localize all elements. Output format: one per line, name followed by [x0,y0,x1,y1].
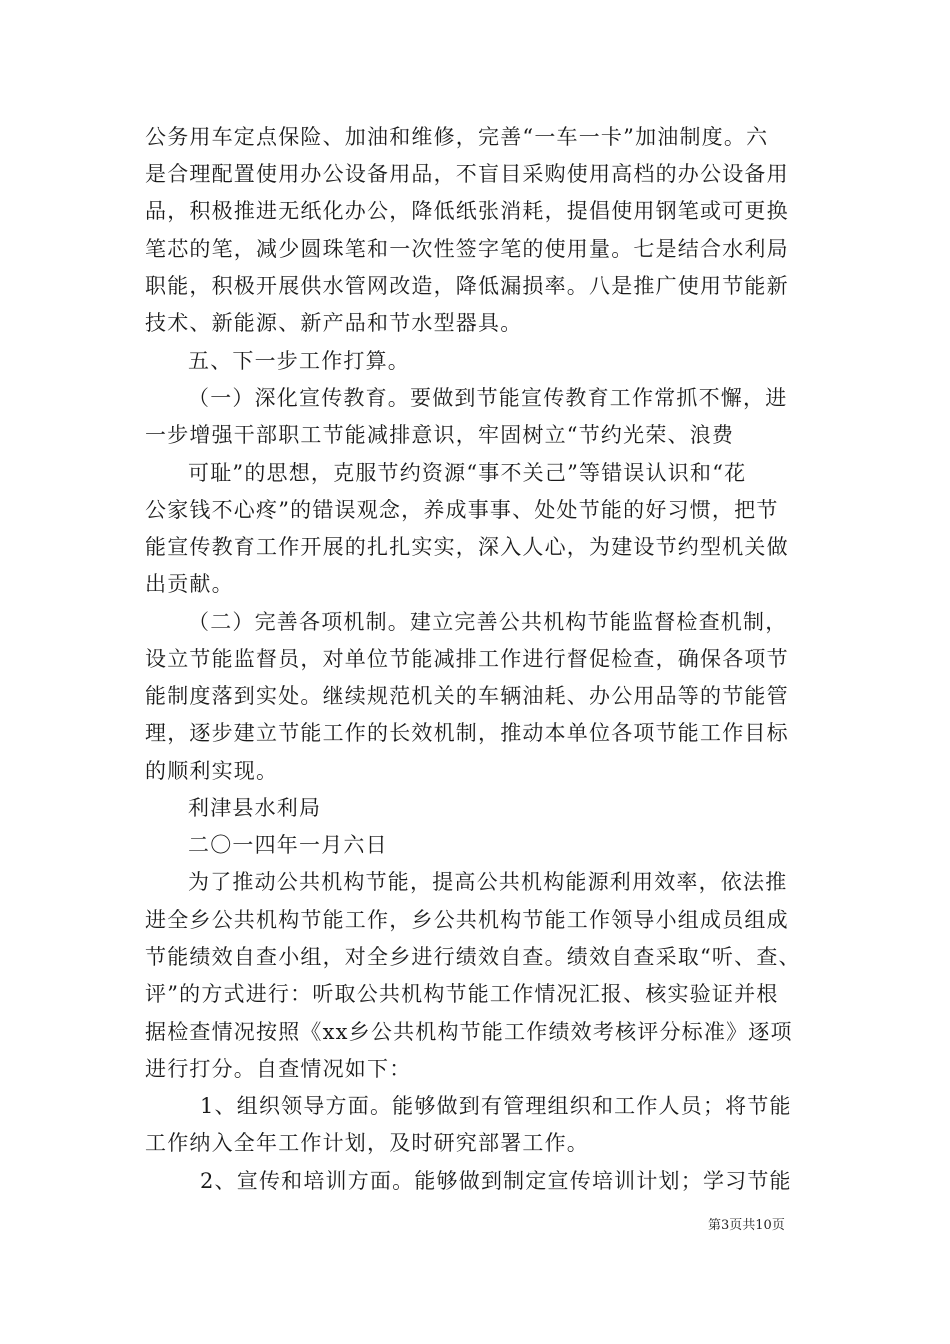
text-line: 公家钱不心疼”的错误观念，养成事事、处处节能的好习惯，把节 [145,498,779,522]
text-line: 设立节能监督员，对单位节能减排工作进行督促检查，确保各项节 [145,647,789,671]
text-line: 为了推动公共机构节能，提高公共机构能源利用效率，依法推 [188,870,788,894]
text-line: 2、宣传和培训方面。能够做到制定宣传培训计划；学习节能 [200,1169,792,1193]
text-line: （一）深化宣传教育。要做到节能宣传教育工作常抓不懈，进 [188,386,788,410]
text-line: 1、组织领导方面。能够做到有管理组织和工作人员；将节能 [200,1094,792,1118]
text-line: 出贡献。 [145,572,234,596]
text-line: 进行打分。自查情况如下： [145,1057,412,1081]
text-line: 一步增强干部职工节能减排意识，牢固树立“节约光荣、浪费 [145,423,735,447]
text-line: 评”的方式进行：听取公共机构节能工作情况汇报、核实验证并根 [145,982,779,1006]
text-line: 可耻”的思想，克服节约资源“事不关己”等错误认识和“花 [188,461,747,485]
signature-organization: 利津县水利局 [188,796,322,820]
text-line: 能制度落到实处。继续规范机关的车辆油耗、办公用品等的节能管 [145,684,789,708]
text-line: 进全乡公共机构节能工作，乡公共机构节能工作领导小组成员组成 [145,908,789,932]
text-line: 职能，积极开展供水管网改造，降低漏损率。八是推广使用节能新 [145,274,789,298]
signature-date: 二〇一四年一月六日 [188,833,388,857]
text-line: 品，积极推进无纸化办公，降低纸张消耗，提倡使用钢笔或可更换 [145,199,789,223]
text-line: 节能绩效自查小组，对全乡进行绩效自查。绩效自查采取“听、查、 [145,945,801,969]
text-line: 笔芯的笔，减少圆珠笔和一次性签字笔的使用量。七是结合水利局 [145,237,789,261]
text-line: 公务用车定点保险、加油和维修，完善“一车一卡”加油制度。六 [145,125,769,149]
text-line: 能宣传教育工作开展的扎扎实实，深入人心，为建设节约型机关做 [145,535,789,559]
page-number: 第3页共10页 [708,1218,785,1233]
section-heading: 五、下一步工作打算。 [188,349,410,373]
text-line: （二）完善各项机制。建立完善公共机构节能监督检查机制， [188,610,788,634]
text-line: 是合理配置使用办公设备用品，不盲目采购使用高档的办公设备用 [145,162,789,186]
text-line: 据检查情况按照《xx乡公共机构节能工作绩效考核评分标准》逐项 [145,1020,793,1044]
text-line: 理，逐步建立节能工作的长效机制，推动本单位各项节能工作目标 [145,721,789,745]
text-line: 技术、新能源、新产品和节水型器具。 [145,311,523,335]
text-line: 工作纳入全年工作计划，及时研究部署工作。 [145,1131,589,1155]
text-line: 的顺利实现。 [145,759,279,783]
